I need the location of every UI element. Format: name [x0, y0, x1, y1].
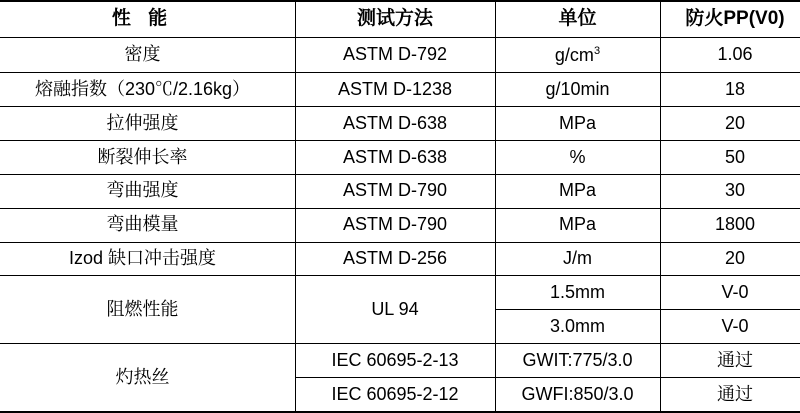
table-row	[0, 208, 800, 242]
cell-unit: MPa	[495, 174, 660, 208]
cell-method: IEC 60695-2-13	[295, 344, 495, 378]
cell-unit	[495, 37, 660, 72]
cell-property: 熔融指数（230℃/2.16kg）	[0, 73, 295, 107]
cell-value: 30	[660, 174, 800, 208]
cell-unit: 3.0mm	[495, 310, 660, 344]
table-header-row	[0, 1, 800, 37]
cell-method: IEC 60695-2-12	[295, 377, 495, 412]
cell-value: 20	[660, 107, 800, 141]
cell-unit: g/10min	[495, 73, 660, 107]
cell-property: Izod 缺口冲击强度	[0, 242, 295, 276]
cell-value: 18	[660, 73, 800, 107]
table-row	[0, 242, 800, 276]
cell-unit-superscript: 3	[593, 44, 601, 57]
cell-unit: 1.5mm	[495, 276, 660, 310]
table-row	[0, 37, 800, 72]
cell-value: 1800	[660, 208, 800, 242]
cell-unit: J/m	[495, 242, 660, 276]
table-row	[0, 73, 800, 107]
cell-property: 弯曲模量	[0, 208, 295, 242]
cell-property-glow-wire: 灼热丝	[0, 344, 295, 413]
cell-property: 断裂伸长率	[0, 141, 295, 175]
cell-method: ASTM D-790	[295, 208, 495, 242]
cell-method: ASTM D-792	[295, 37, 495, 72]
column-header-property-label: 性 能	[111, 8, 174, 30]
cell-value: 通过	[660, 377, 800, 412]
cell-value: 50	[660, 141, 800, 175]
cell-unit: GWFI:850/3.0	[495, 377, 660, 412]
column-header-method: 测试方法	[295, 1, 495, 37]
table-row	[0, 141, 800, 175]
cell-property: 拉伸强度	[0, 107, 295, 141]
cell-method: ASTM D-638	[295, 107, 495, 141]
cell-unit: GWIT:775/3.0	[495, 344, 660, 378]
column-header-unit: 单位	[495, 1, 660, 37]
cell-unit: MPa	[495, 107, 660, 141]
cell-property: 弯曲强度	[0, 174, 295, 208]
cell-property-flammability: 阻燃性能	[0, 276, 295, 344]
cell-unit: MPa	[495, 208, 660, 242]
cell-value: 20	[660, 242, 800, 276]
cell-value: V-0	[660, 276, 800, 310]
cell-method: ASTM D-1238	[295, 73, 495, 107]
table-row-glow-wire	[0, 344, 800, 378]
cell-value: 1.06	[660, 37, 800, 72]
cell-method: ASTM D-256	[295, 242, 495, 276]
table-row-flammability	[0, 276, 800, 310]
cell-value: V-0	[660, 310, 800, 344]
column-header-property	[0, 1, 295, 37]
cell-method-flammability: UL 94	[295, 276, 495, 344]
table-row	[0, 107, 800, 141]
cell-method: ASTM D-790	[295, 174, 495, 208]
cell-unit: %	[495, 141, 660, 175]
cell-value: 通过	[660, 344, 800, 378]
table-row	[0, 174, 800, 208]
column-header-value: 防火PP(V0)	[660, 1, 800, 37]
cell-unit-main: g/cm	[554, 44, 594, 65]
cell-method: ASTM D-638	[295, 141, 495, 175]
cell-property: 密度	[0, 37, 295, 72]
